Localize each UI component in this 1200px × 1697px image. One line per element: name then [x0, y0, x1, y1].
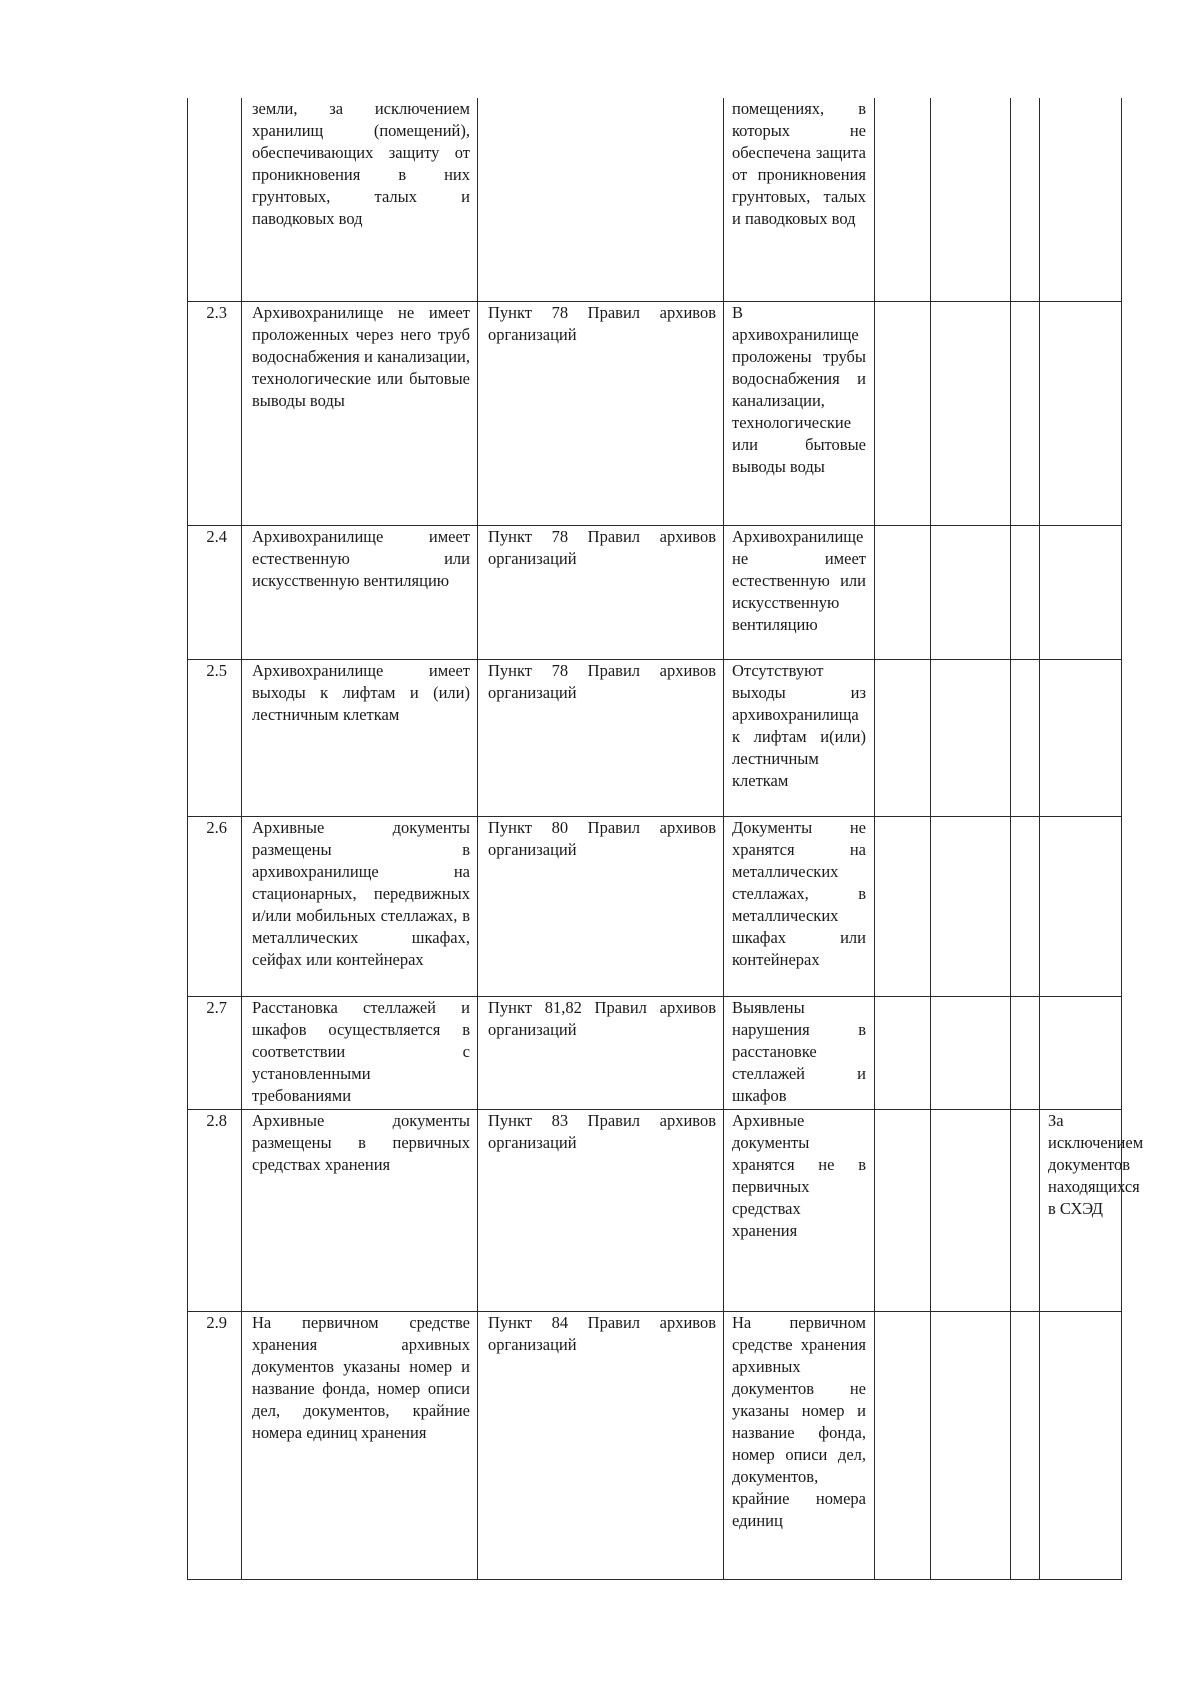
table-row [188, 525, 1122, 659]
requirement-cell: земли, за исключением хранилищ (помещений), обеспечивающих защиту от проникновения в них грунтовых, талых и паводковых вод [242, 98, 478, 301]
norm-reference-cell: Пункт 80 Правил архивов организаций [478, 816, 724, 996]
blank-cell [931, 525, 1011, 659]
requirement-cell: Архивохранилище имеет естественную или искусственную вентиляцию [242, 525, 478, 659]
blank-cell [1011, 98, 1040, 301]
blank-cell [875, 659, 931, 816]
note-cell [1040, 98, 1122, 301]
norm-reference-cell [478, 98, 724, 301]
violation-cell: В архивохранилище проложены трубы водоснабжения и канализации, технологические или бытовые выводы воды [724, 301, 875, 525]
table-row [188, 816, 1122, 996]
norm-reference-cell: Пункт 84 Правил архивов организаций [478, 1311, 724, 1579]
blank-cell [931, 1109, 1011, 1311]
violation-cell: Отсутствуют выходы из архивохранилища к лифтам и(или) лестничным клеткам [724, 659, 875, 816]
checklist-table [187, 98, 1144, 1580]
blank-cell [1011, 996, 1040, 1109]
blank-cell [1011, 301, 1040, 525]
row-number: 2.6 [188, 816, 242, 996]
blank-cell [875, 301, 931, 525]
blank-cell [931, 98, 1011, 301]
blank-cell [875, 525, 931, 659]
row-number: 2.3 [188, 301, 242, 525]
row-number: 2.7 [188, 996, 242, 1109]
blank-cell [931, 816, 1011, 996]
row-number: 2.8 [188, 1109, 242, 1311]
requirement-cell: Архивные документы размещены в архивохранилище на стационарных, передвижных и/или мобильных стеллажах, в металлических шкафах, сейфах или контейнерах [242, 816, 478, 996]
table-row [188, 98, 1122, 301]
row-number: 2.9 [188, 1311, 242, 1579]
requirement-cell: На первичном средстве хранения архивных документов указаны номер и название фонда, номер описи дел, документов, крайние номера единиц хранения [242, 1311, 478, 1579]
table-row [188, 1109, 1122, 1311]
note-cell [1040, 659, 1122, 816]
norm-reference-cell: Пункт 78 Правил архивов организаций [478, 301, 724, 525]
row-number [188, 98, 242, 301]
norm-reference-cell: Пункт 78 Правил архивов организаций [478, 525, 724, 659]
note-cell [1040, 1311, 1122, 1579]
row-number: 2.4 [188, 525, 242, 659]
table-row [188, 659, 1122, 816]
violation-cell: Архивохранилище не имеет естественную или искусственную вентиляцию [724, 525, 875, 659]
blank-cell [1011, 525, 1040, 659]
blank-cell [875, 816, 931, 996]
requirement-cell: Архивохранилище не имеет проложенных через него труб водоснабжения и канализации, технологические или бытовые выводы воды [242, 301, 478, 525]
requirement-cell: Расстановка стеллажей и шкафов осуществляется в соответствии с установленными требованиями [242, 996, 478, 1109]
blank-cell [931, 301, 1011, 525]
blank-cell [931, 659, 1011, 816]
blank-cell [931, 1311, 1011, 1579]
blank-cell [1011, 1311, 1040, 1579]
requirement-cell: Архивные документы размещены в первичных средствах хранения [242, 1109, 478, 1311]
note-cell [1040, 301, 1122, 525]
blank-cell [875, 98, 931, 301]
violation-cell: Выявлены нарушения в расстановке стеллажей и шкафов [724, 996, 875, 1109]
blank-cell [1011, 659, 1040, 816]
norm-reference-cell: Пункт 81,82 Правил архивов организаций [478, 996, 724, 1109]
note-cell [1040, 525, 1122, 659]
table-row [188, 996, 1122, 1109]
table-row [188, 301, 1122, 525]
norm-reference-cell: Пункт 83 Правил архивов организаций [478, 1109, 724, 1311]
note-cell [1040, 816, 1122, 996]
blank-cell [931, 996, 1011, 1109]
blank-cell [1011, 816, 1040, 996]
blank-cell [1011, 1109, 1040, 1311]
requirement-cell: Архивохранилище имеет выходы к лифтам и (или) лестничным клеткам [242, 659, 478, 816]
violation-cell: Архивные документы хранятся не в первичных средствах хранения [724, 1109, 875, 1311]
row-number: 2.5 [188, 659, 242, 816]
note-cell [1040, 996, 1122, 1109]
note-cell: За исключением документов находящихся в СХЭД [1040, 1109, 1122, 1311]
violation-cell: Документы не хранятся на металлических стеллажах, в металлических шкафах или контейнерах [724, 816, 875, 996]
blank-cell [875, 1109, 931, 1311]
blank-cell [875, 996, 931, 1109]
blank-cell [875, 1311, 931, 1579]
violation-cell: На первичном средстве хранения архивных документов не указаны номер и название фонда, номер описи дел, документов, крайние номера единиц [724, 1311, 875, 1579]
norm-reference-cell: Пункт 78 Правил архивов организаций [478, 659, 724, 816]
violation-cell: помещениях, в которых не обеспечена защита от проникновения грунтовых, талых и паводковых вод [724, 98, 875, 301]
table-row [188, 1311, 1122, 1579]
